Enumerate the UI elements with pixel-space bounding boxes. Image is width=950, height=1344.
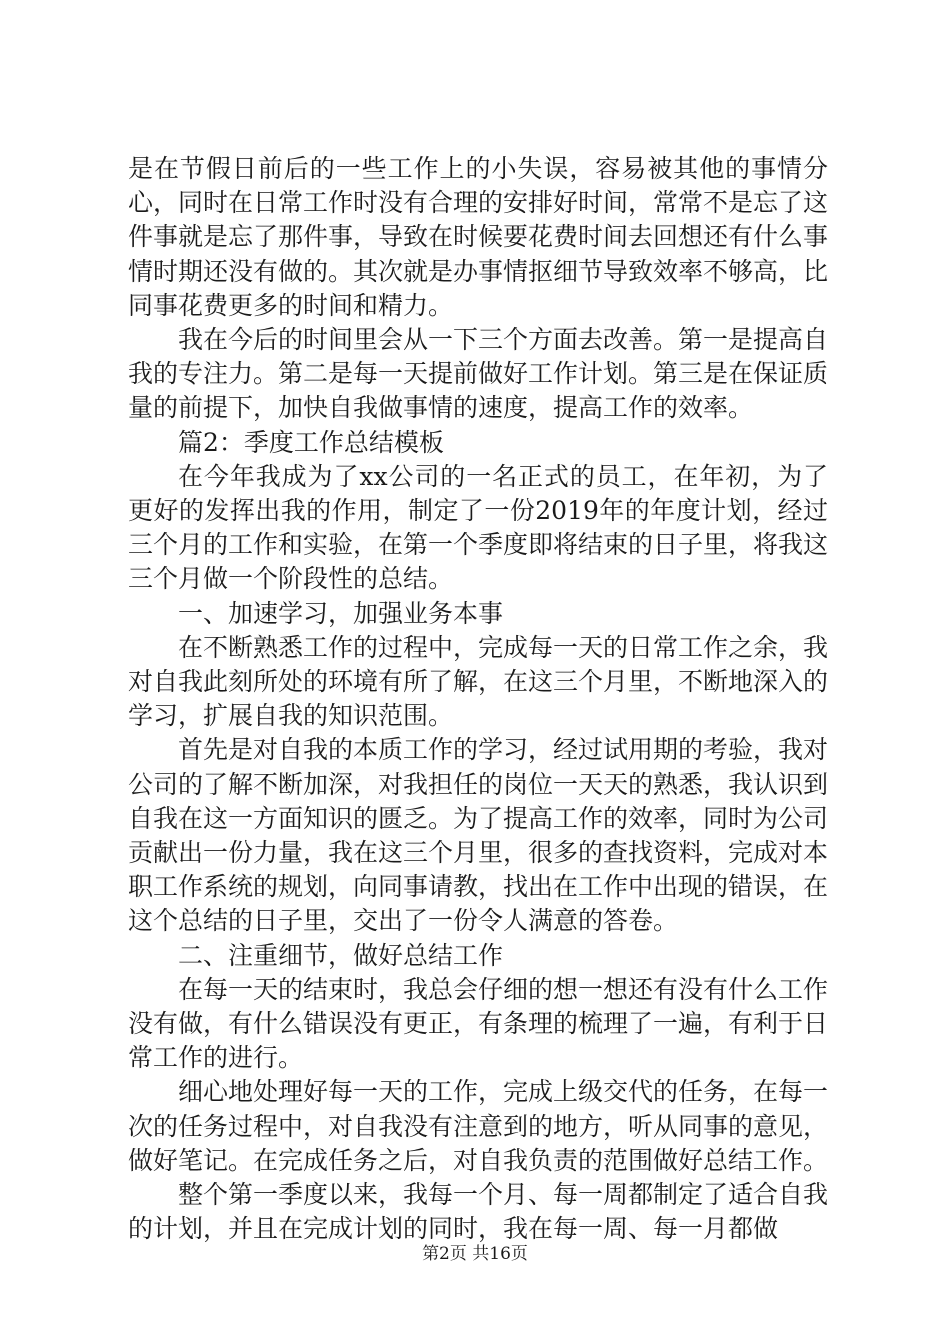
- page-footer: 第2页 共16页: [422, 1244, 528, 1264]
- paragraph-task-handling: 细心地处理好每一天的工作，完成上级交代的任务，在每一次的任务过程中，对自我没有注意到的地方，听从同事的意见，做好笔记。在完成任务之后，对自我负责的范围做好总结工作。: [128, 1077, 829, 1175]
- paragraph-quarter-plan: 整个第一季度以来，我每一个月、每一周都制定了适合自我的计划，并且在完成计划的同时，我在每一周、每一月都做: [128, 1180, 829, 1244]
- paragraph-improvement-plan: 我在今后的时间里会从一下三个方面去改善。第一是提高自我的专注力。第二是每一天提前做好工作计划。第三是在保证质量的前提下，加快自我做事情的速度，提高工作的效率。: [128, 325, 829, 423]
- paragraph-daily-review: 在每一天的结束时，我总会仔细的想一想还有没有什么工作没有做，有什么错误没有更正，有条理的梳理了一遍，有利于日常工作的进行。: [128, 974, 829, 1073]
- section-heading-chapter-2: 篇2：季度工作总结模板: [178, 427, 444, 457]
- document-body: [128, 152, 828, 1247]
- paragraph-learning: 在不断熟悉工作的过程中，完成每一天的日常工作之余，我对自我此刻所处的环境有所了解，在这三个月里，不断地深入的学习，扩展自我的知识范围。: [128, 632, 829, 731]
- paragraph-job-study: 首先是对自我的本质工作的学习，经过试用期的考验，我对公司的了解不断加深，对我担任的岗位一天天的熟悉，我认识到自我在这一方面知识的匮乏。为了提高工作的效率，同时为公司贡献出一份力量，我在这三个月里，很多的查找资料，完成对本职工作系统的规划，向同事请教，找出在工作中出现的错误，在这个总结的日子里，交出了一份令人满意的答卷。: [128, 735, 829, 936]
- paragraph-intro: 在今年我成为了xx公司的一名正式的员工，在年初，为了更好的发挥出我的作用，制定了一份2019年的年度计划，经过三个月的工作和实验，在第一个季度即将结束的日子里，将我这三个月做一个阶段性的总结。: [128, 461, 829, 594]
- section-heading-2: 二、注重细节，做好总结工作: [178, 940, 504, 970]
- section-heading-1: 一、加速学习，加强业务本事: [178, 598, 504, 628]
- paragraph-continued: 是在节假日前后的一些工作上的小失误，容易被其他的事情分心，同时在日常工作时没有合理的安排好时间，常常不是忘了这件事就是忘了那件事，导致在时候要花费时间去回想还有什么事情时期还没有做的。其次就是办事情抠细节导致效率不够高，比同事花费更多的时间和精力。: [128, 154, 829, 320]
